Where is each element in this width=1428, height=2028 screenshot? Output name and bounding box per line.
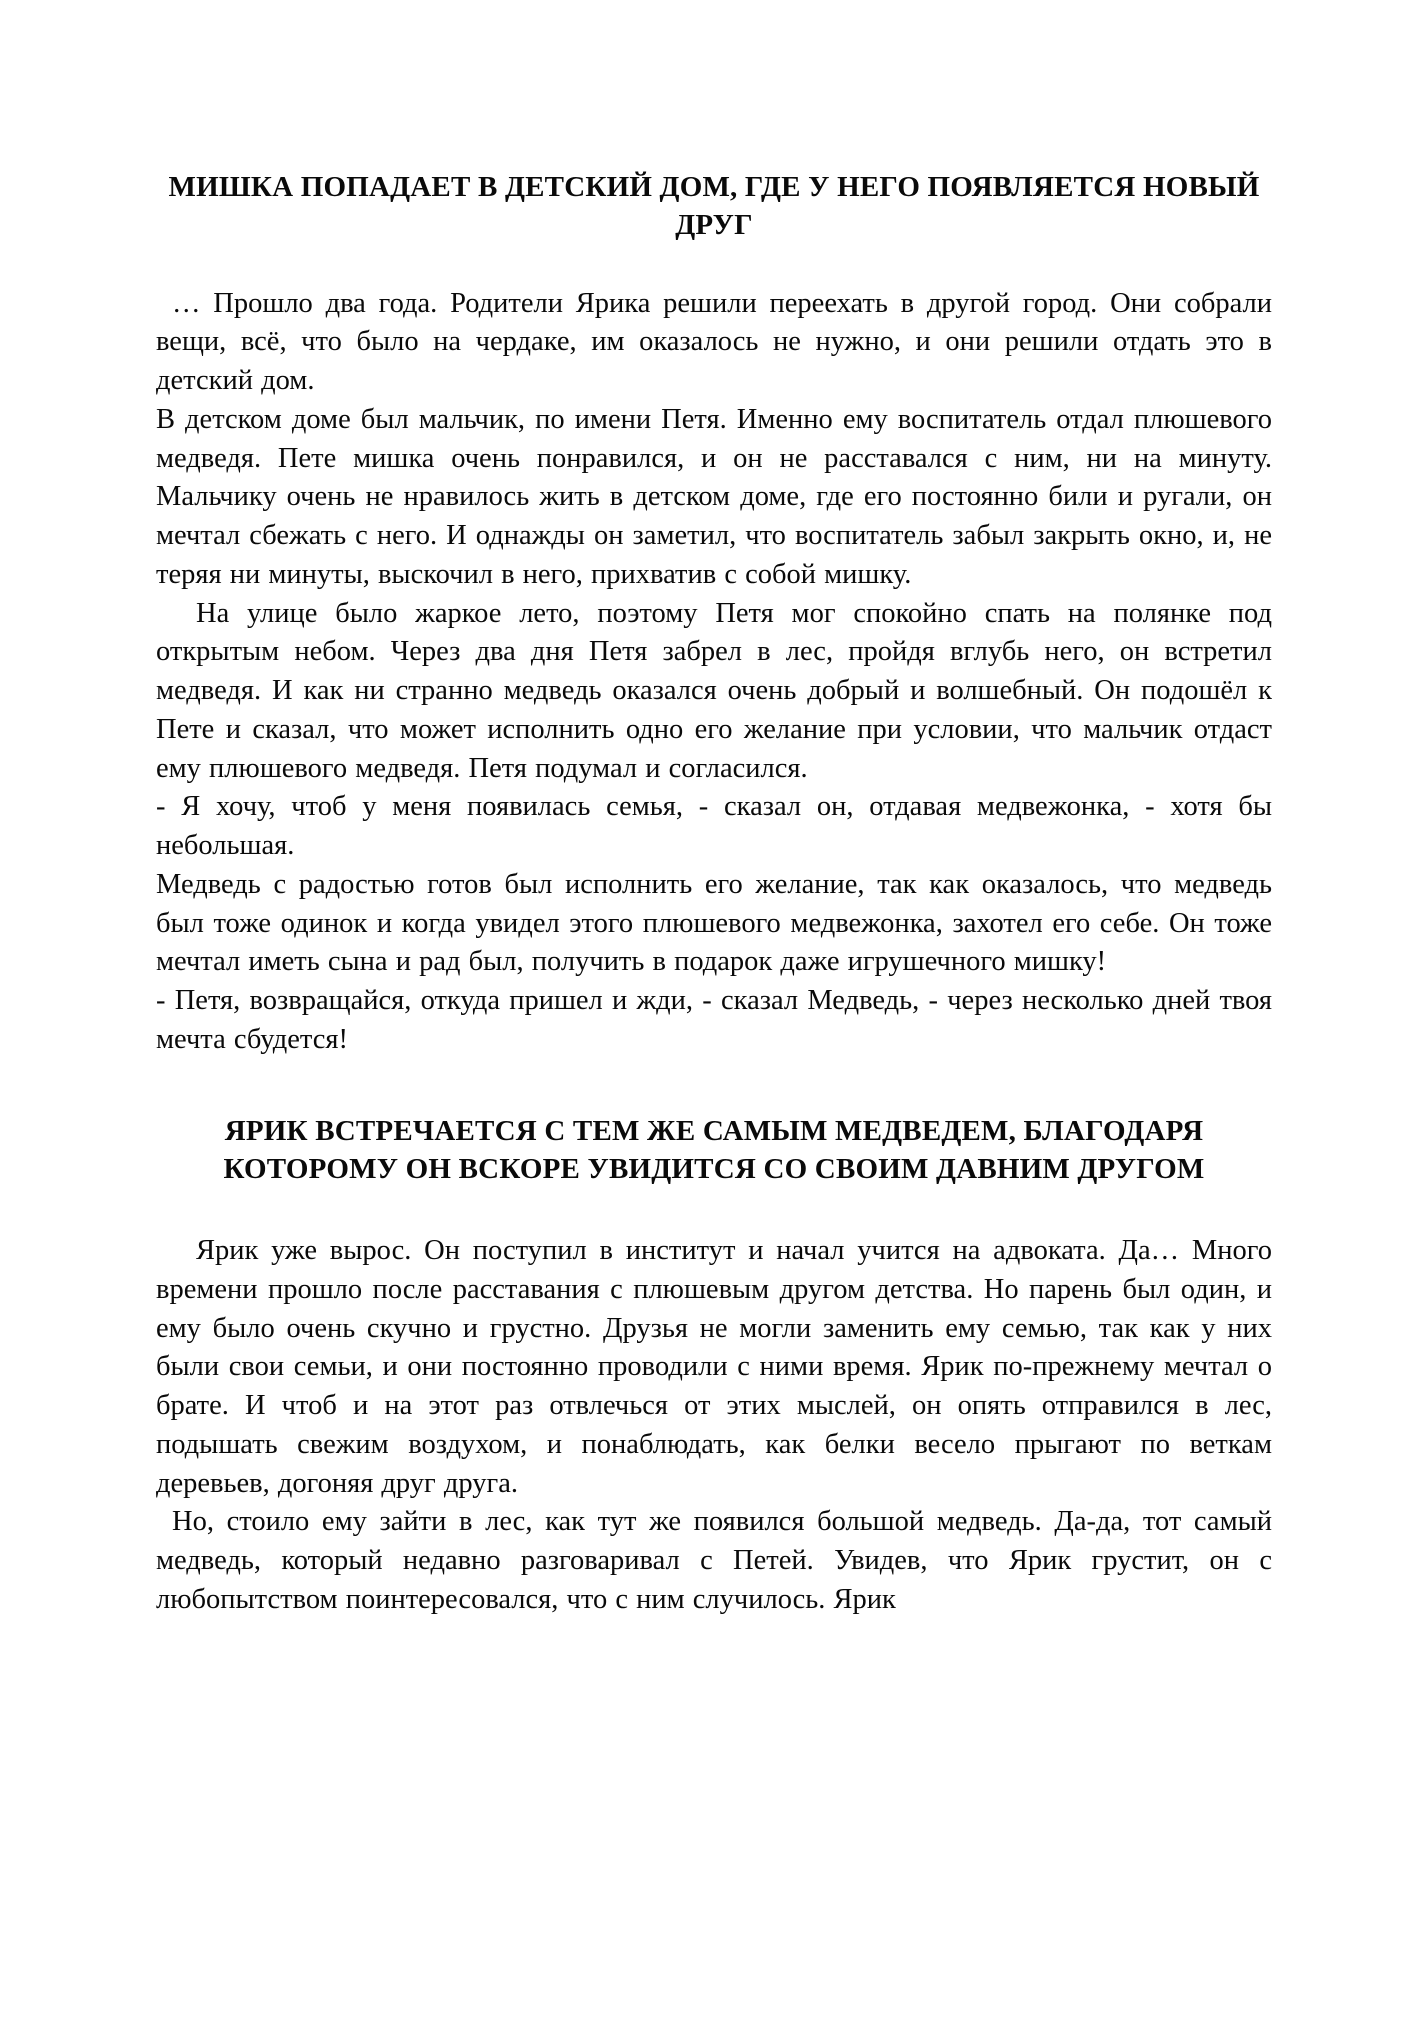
paragraph: Медведь с радостью готов был исполнить его желание, так как оказалось, что медведь был тоже одинок и когда увидел этого плюшевого медвежонка, захотел его себе. Он тоже мечтал иметь сына и рад был, получить в подарок даже игрушечного мишку! [156,868,1272,978]
paragraph: В детском доме был мальчик, по имени Петя. Именно ему воспитатель отдал плюшевого медведя. Пете мишка очень понравился, и он не расставался с ним, ни на минуту. Мальчику очень не нравилось жить в детском доме, где его постоянно били и ругали, он мечтал сбежать с него. И однажды он заметил, что воспитатель забыл закрыть окно, и, не теряя ни минуты, выскочил в него, прихватив с собой мишку. [156,403,1272,590]
paragraph: - Петя, возвращайся, откуда пришел и жди, - сказал Медведь, - через несколько дней твоя мечта сбудется! [156,985,1272,1055]
paragraph: - Я хочу, чтоб у меня появилась семья, - сказал он, отдавая медвежонка, - хотя бы небольшая. [156,791,1272,862]
paragraph: Но, стоило ему зайти в лес, как тут же появился большой медведь. Да-да, тот самый медведь, который недавно разговаривал с Петей. Увидев, что Ярик грустит, он с любопытством поинтересовался, что с ним случилось. Ярик [156,1506,1272,1615]
section-heading-1: МИШКА ПОПАДАЕТ В ДЕТСКИЙ ДОМ, ГДЕ У НЕГО ПОЯВЛЯЕТСЯ НОВЫЙ ДРУГ [168,171,1260,242]
paragraph: На улице было жаркое лето, поэтому Петя мог спокойно спать на полянке под открытым небом. Через два дня Петя забрел в лес, пройдя вглубь него, он встретил медведя. И как ни странно медведь оказался очень добрый и волшебный. Он подошёл к Пете и сказал, что может исполнить одно его желание при условии, что мальчик отдаст ему плюшевого медведя. Петя подумал и согласился. [156,597,1272,784]
paragraph: … Прошло два года. Родители Ярика решили переехать в другой город. Они собрали вещи, всё, что было на чердаке, им оказалось не нужно, и они решили отдать это в детский дом. [156,287,1272,397]
paragraph: Ярик уже вырос. Он поступил в институт и начал учится на адвоката. Да… Много времени прошло после расставания с плюшевым другом детства. Но парень был один, и ему было очень скучно и грустно. Друзья не могли заменить ему семью, так как у них были свои семьи, и они постоянно проводили с ними время. Ярик по-прежнему мечтал о брате. И чтоб и на этот раз отвлечься от этих мыслей, он опять отправился в лес, подышать свежим воздухом, и понаблюдать, как белки весело прыгают по веткам деревьев, догоняя друг друга. [156,1235,1272,1499]
section-heading-2: ЯРИК ВСТРЕЧАЕТСЯ С ТЕМ ЖЕ САМЫМ МЕДВЕДЕМ, БЛАГОДАРЯ КОТОРОМУ ОН ВСКОРЕ УВИДИТСЯ СО СВОИМ ДАВНИМ ДРУГОМ [223,1114,1205,1185]
